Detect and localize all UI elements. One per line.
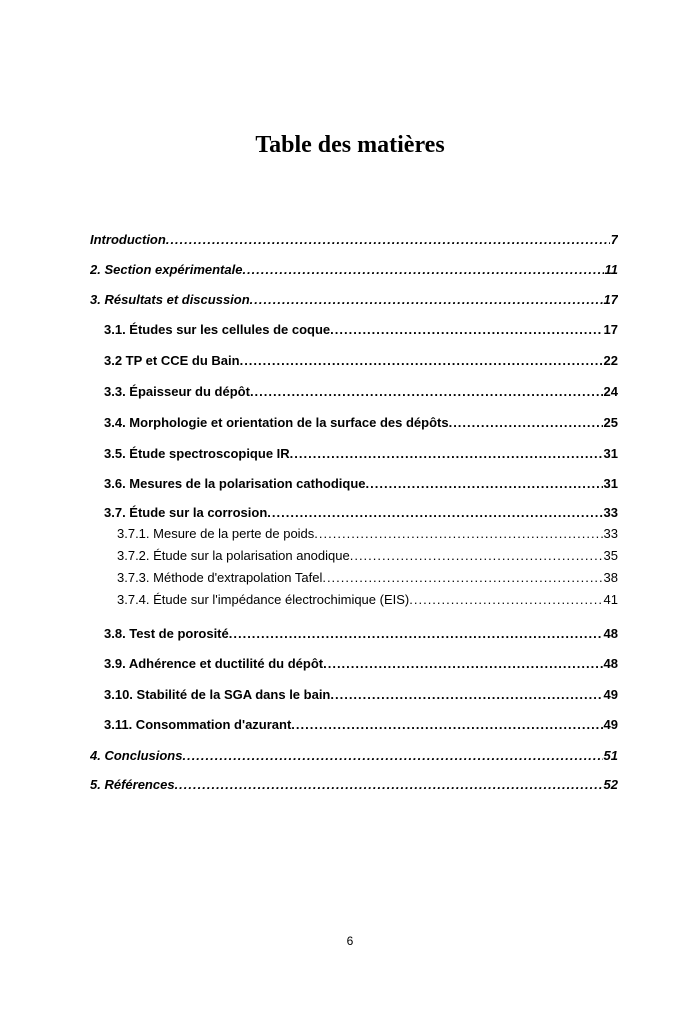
toc-entry-label: 3.7.4. Étude sur l'impédance électrochimique (EIS) — [117, 592, 410, 607]
toc-entry[interactable] — [104, 717, 618, 732]
toc-entry[interactable] — [117, 570, 618, 585]
dot-leader — [323, 656, 602, 671]
toc-entry-label: 3. Résultats et discussion — [90, 292, 250, 307]
toc-entry[interactable] — [104, 415, 618, 430]
toc-entry-label: 2. Section expérimentale — [90, 262, 243, 277]
toc-entry[interactable] — [104, 626, 618, 641]
toc-entry[interactable] — [104, 322, 618, 337]
dot-leader — [250, 292, 603, 307]
dot-leader — [449, 415, 603, 430]
toc-entry[interactable] — [90, 232, 618, 247]
toc-entry-label: 3.4. Morphologie et orientation de la surface des dépôts — [104, 415, 449, 430]
toc-entry[interactable] — [104, 687, 618, 702]
toc-entry-label: Introduction — [90, 232, 166, 247]
toc-entry-label: 3.7. Étude sur la corrosion — [104, 505, 268, 520]
dot-leader — [290, 446, 603, 461]
toc-entry-label: 4. Conclusions — [90, 748, 183, 763]
toc-entry-label: 3.2 TP et CCE du Bain — [104, 353, 240, 368]
toc-entry[interactable] — [117, 592, 618, 607]
dot-leader — [366, 476, 603, 491]
toc-entry-page: 33 — [603, 505, 618, 520]
toc-entry-page: 33 — [603, 526, 618, 541]
page-title: Table des matières — [255, 132, 445, 158]
dot-leader — [409, 592, 602, 607]
dot-leader — [229, 626, 603, 641]
toc-entry[interactable] — [104, 353, 618, 368]
toc-entry-label: 3.11. Consommation d'azurant — [104, 717, 292, 732]
toc-entry[interactable] — [104, 384, 618, 399]
toc-entry-page: 49 — [603, 717, 618, 732]
toc-entry-label: 5. Références — [90, 777, 175, 792]
toc-entry[interactable] — [104, 505, 618, 520]
toc-entry-label: 3.10. Stabilité de la SGA dans le bain — [104, 687, 331, 702]
toc-entry-label: 3.9. Adhérence et ductilité du dépôt — [104, 656, 324, 671]
toc-entry-page: 17 — [603, 322, 618, 337]
toc-entry[interactable] — [104, 446, 618, 461]
dot-leader — [182, 748, 602, 763]
dot-leader — [250, 384, 603, 399]
toc-entry[interactable] — [117, 548, 618, 563]
toc-entry-label: 3.7.2. Étude sur la polarisation anodique — [117, 548, 350, 563]
toc-entry[interactable] — [117, 526, 618, 541]
toc-entry-label: 3.7.3. Méthode d'extrapolation Tafel — [117, 570, 323, 585]
dot-leader — [330, 322, 602, 337]
toc-entry-label: 3.7.1. Mesure de la perte de poids — [117, 526, 315, 541]
dot-leader — [322, 570, 602, 585]
toc-entry-page: 49 — [603, 687, 618, 702]
toc-entry-page: 25 — [603, 415, 618, 430]
dot-leader — [291, 717, 602, 732]
toc-entry-page: 35 — [603, 548, 618, 563]
toc-entry-page: 11 — [604, 262, 618, 277]
toc-entry-page: 38 — [603, 570, 618, 585]
toc-entry-page: 48 — [603, 656, 618, 671]
toc-entry[interactable] — [90, 292, 618, 307]
toc-entry[interactable] — [90, 748, 618, 763]
toc-entry-page: 22 — [603, 353, 618, 368]
toc-entry-page: 41 — [603, 592, 618, 607]
toc-entry[interactable] — [104, 656, 618, 671]
dot-leader — [166, 232, 610, 247]
toc-entry-page: 31 — [603, 446, 618, 461]
toc-entry[interactable] — [104, 476, 618, 491]
dot-leader — [267, 505, 602, 520]
toc-entry-label: 3.3. Épaisseur du dépôt — [104, 384, 250, 399]
toc-entry-page: 7 — [610, 232, 618, 247]
toc-entry[interactable] — [90, 777, 618, 792]
toc-entry-page: 51 — [603, 748, 618, 763]
toc-entry-label: 3.6. Mesures de la polarisation cathodique — [104, 476, 366, 491]
dot-leader — [175, 777, 603, 792]
dot-leader — [314, 526, 602, 541]
dot-leader — [242, 262, 603, 277]
toc-entry-page: 52 — [603, 777, 618, 792]
toc-entry-page: 17 — [603, 292, 618, 307]
toc-entry-label: 3.8. Test de porosité — [104, 626, 229, 641]
toc-entry[interactable] — [90, 262, 618, 277]
page-number: 6 — [346, 934, 354, 948]
toc-entry-label: 3.1. Études sur les cellules de coque — [104, 322, 331, 337]
toc-entry-label: 3.5. Étude spectroscopique IR — [104, 446, 290, 461]
dot-leader — [330, 687, 602, 702]
toc-entry-page: 24 — [603, 384, 618, 399]
dot-leader — [350, 548, 603, 563]
toc-entry-page: 48 — [603, 626, 618, 641]
dot-leader — [240, 353, 603, 368]
toc-entry-page: 31 — [603, 476, 618, 491]
